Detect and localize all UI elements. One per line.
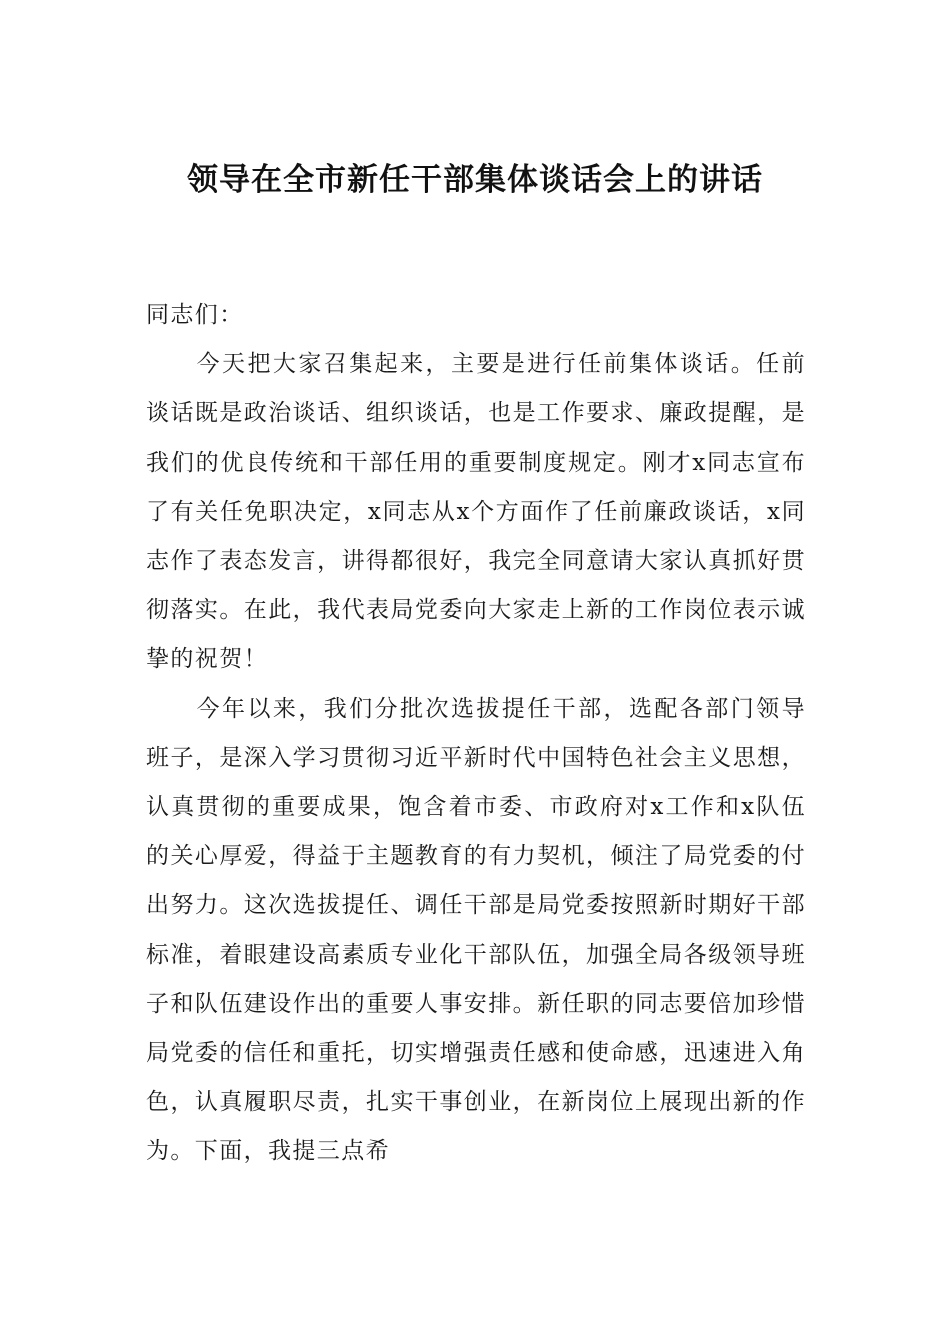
document-body [146, 291, 806, 1177]
paragraph-1: 今天把大家召集起来，主要是进行任前集体谈话。任前谈话既是政治谈话、组织谈话，也是工作要求、廉政提醒，是我们的优良传统和干部任用的重要制度规定。刚才x同志宣布了有关任免职决定，x同志从x个方面作了任前廉政谈话，x同志作了表态发言，讲得都很好，我完全同意请大家认真抓好贯彻落实。在此，我代表局党委向大家走上新的工作岗位表示诚挚的祝贺！ [146, 351, 806, 673]
salutation: 同志们： [146, 302, 244, 328]
document-title: 领导在全市新任干部集体谈话会上的讲话 [187, 162, 763, 198]
paragraph-2: 今年以来，我们分批次选拔提任干部，选配各部门领导班子，是深入学习贯彻习近平新时代中国特色社会主义思想，认真贯彻的重要成果，饱含着市委、市政府对x工作和x队伍的关心厚爱，得益于主题教育的有力契机，倾注了局党委的付出努力。这次选拔提任、调任干部是局党委按照新时期好干部标准，着眼建设高素质专业化干部队伍，加强全局各级领导班子和队伍建设作出的重要人事安排。新任职的同志要倍加珍惜局党委的信任和重托，切实增强责任感和使命感，迅速进入角色，认真履职尽责，扎实干事创业，在新岗位上展现出新的作为。下面，我提三点希 [146, 695, 806, 1165]
